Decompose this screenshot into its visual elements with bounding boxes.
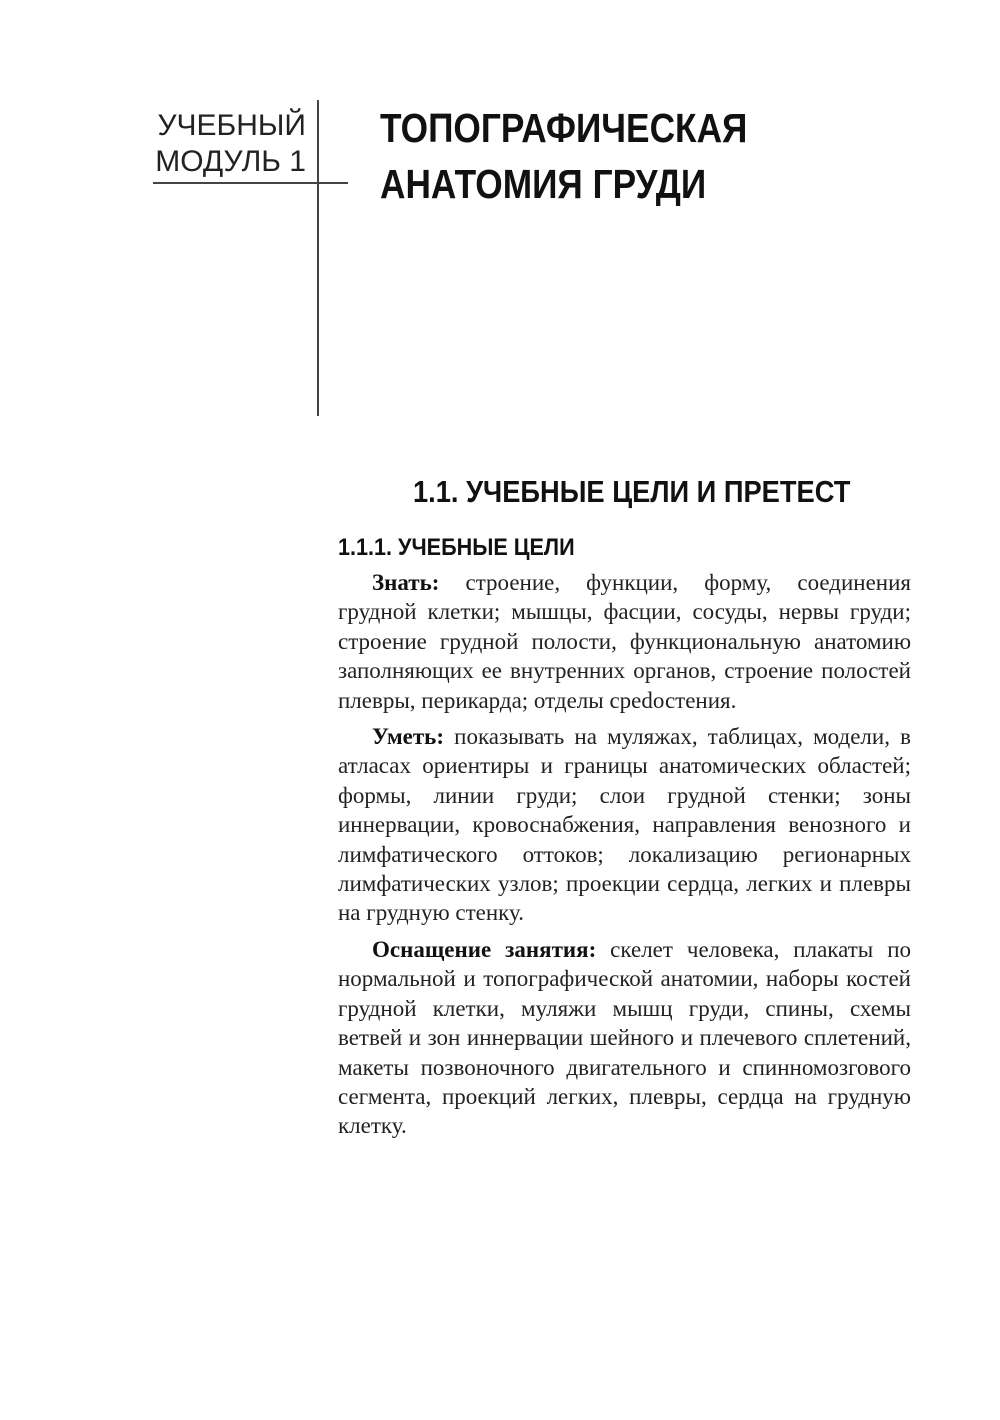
paragraph-know <box>338 568 911 715</box>
paragraph-lead: Уметь: <box>372 724 444 750</box>
paragraph-text: скелет человека, плакаты по нормальной и топографической анатомии, наборы костей грудной клетки, муляжи мышц груди, спины, схемы ветвей и зон иннервации шейного и плечевого сплетений, макеты позвоночного двигательного и спинномозгового сегмента, проекций легких, плевры, сердца на грудную клетку. <box>338 936 911 1139</box>
subsection-title: 1.1.1. УЧЕБНЫЕ ЦЕЛИ <box>338 534 575 561</box>
body-text <box>338 568 911 1148</box>
module-label-line1: УЧЕБНЫЙ <box>157 109 306 142</box>
module-label-line2: МОДУЛЬ 1 <box>155 145 306 178</box>
section-title: 1.1. УЧЕБНЫЕ ЦЕЛИ И ПРЕТЕСТ <box>413 474 851 509</box>
chapter-title-line1: ТОПОГРАФИЧЕСКАЯ <box>380 105 748 151</box>
paragraph-lead: Знать: <box>372 570 440 595</box>
paragraph-lead: Оснащение занятия: <box>372 936 597 962</box>
paragraph-text: строение, функции, форму, соединения грудной клетки; мышцы, фасции, сосуды, нервы груди; строение грудной полости, функциональную анатомию заполняющих ее внутренних органов, строение полостей плевры, перикарда; отделы среdостения. <box>338 570 911 713</box>
module-label <box>140 108 306 180</box>
paragraph-equipment <box>338 935 911 1141</box>
paragraph-text: показывать на муляжах, таблицах, модели, в атласах ориентиры и границы анатомических областей; формы, линии груди; слои грудной стенки; зоны иннервации, кровоснабжения, направления венозного и лимфатического оттоков; локализацию регионарных лимфатических узлов; проекции сердца, легких и плевры на грудную стенку. <box>338 724 911 926</box>
chapter-title <box>380 100 747 212</box>
chapter-title-line2: АНАТОМИЯ ГРУДИ <box>380 161 707 207</box>
vertical-divider <box>317 100 319 416</box>
paragraph-skills <box>338 722 911 928</box>
horizontal-divider <box>153 182 348 184</box>
